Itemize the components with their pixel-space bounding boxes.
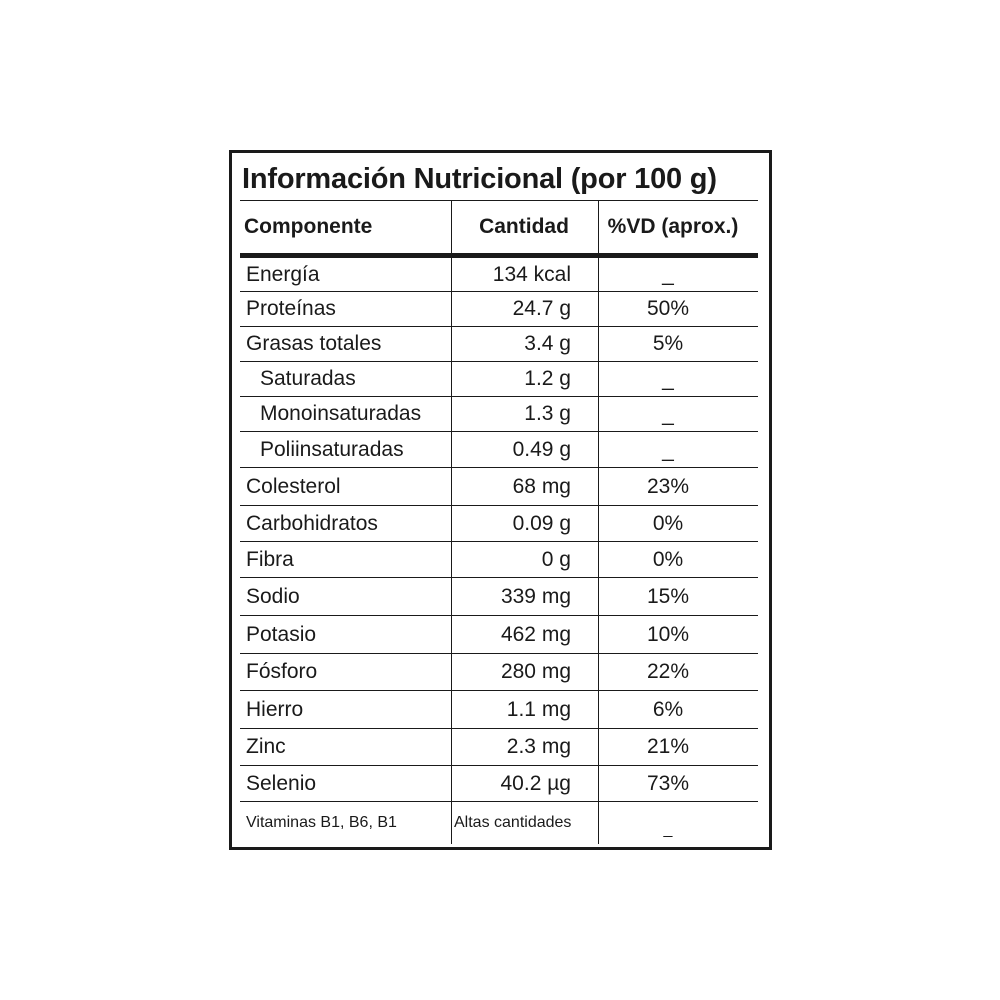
table-row — [240, 258, 758, 292]
table-row — [240, 506, 758, 542]
component-cell: Grasas totales — [246, 332, 382, 355]
component-cell: Proteínas — [246, 297, 336, 320]
component-cell: Poliinsaturadas — [260, 437, 404, 461]
amount-cell: Altas cantidades — [454, 813, 572, 831]
table-row — [240, 468, 758, 506]
amount-cell: 0.49 g — [512, 437, 571, 461]
amount-cell: 134 kcal — [492, 262, 571, 286]
amount-cell: 68 mg — [512, 474, 571, 498]
table-body — [240, 258, 758, 847]
daily-value-cell: 6% — [652, 697, 684, 721]
component-cell: Fósforo — [246, 660, 318, 683]
daily-value-cell: 5% — [652, 332, 684, 355]
daily-value-cell: 73% — [646, 771, 690, 795]
table-row — [240, 432, 758, 468]
amount-cell: 0.09 g — [512, 511, 571, 535]
daily-value-cell: 15% — [646, 584, 690, 608]
daily-value-cell: 50% — [646, 297, 690, 320]
table-row — [240, 397, 758, 432]
amount-cell: 2.3 mg — [506, 735, 571, 758]
amount-cell: 0 g — [541, 547, 571, 571]
component-cell: Hierro — [246, 697, 304, 721]
amount-cell: 339 mg — [500, 584, 571, 608]
daily-value-cell: _ — [663, 821, 673, 838]
component-cell: Carbohidratos — [246, 511, 378, 535]
amount-cell: 40.2 µg — [500, 771, 571, 795]
daily-value-cell: 10% — [646, 622, 690, 646]
nutrition-facts-panel — [229, 150, 772, 850]
daily-value-cell: _ — [662, 439, 674, 462]
table-row — [240, 766, 758, 802]
table-row — [240, 578, 758, 616]
table-row — [240, 802, 758, 843]
daily-value-cell: 21% — [646, 735, 690, 758]
table-title: Información Nutricional (por 100 g) — [242, 163, 717, 195]
table-row — [240, 616, 758, 654]
amount-cell: 1.3 g — [524, 402, 571, 425]
daily-value-cell: 0% — [652, 547, 684, 571]
table-row — [240, 654, 758, 691]
daily-value-cell: 0% — [652, 511, 684, 535]
amount-cell: 1.1 mg — [506, 697, 571, 721]
daily-value-cell: _ — [662, 263, 674, 286]
component-cell: Fibra — [246, 547, 294, 571]
component-cell: Potasio — [246, 622, 317, 646]
daily-value-cell: _ — [662, 403, 674, 426]
table-row — [240, 292, 758, 327]
header-vd: %VD (aprox.) — [607, 215, 739, 238]
component-cell: Saturadas — [260, 367, 356, 390]
daily-value-cell: 22% — [646, 660, 690, 683]
header-componente: Componente — [244, 215, 373, 238]
component-cell: Monoinsaturadas — [260, 402, 422, 425]
amount-cell: 24.7 g — [512, 297, 571, 320]
component-cell: Colesterol — [246, 474, 341, 498]
component-cell: Energía — [246, 262, 320, 286]
amount-cell: 3.4 g — [524, 332, 571, 355]
header-cantidad: Cantidad — [479, 215, 569, 238]
amount-cell: 1.2 g — [524, 367, 571, 390]
component-cell: Zinc — [246, 735, 286, 758]
daily-value-cell: 23% — [646, 474, 690, 498]
table-row — [240, 691, 758, 729]
component-cell: Sodio — [246, 584, 300, 608]
header-row — [240, 201, 758, 258]
component-cell: Selenio — [246, 771, 317, 795]
amount-cell: 280 mg — [500, 660, 571, 683]
table-row — [240, 362, 758, 397]
table-row — [240, 729, 758, 766]
table-row — [240, 542, 758, 578]
daily-value-cell: _ — [662, 368, 674, 391]
component-cell: Vitaminas B1, B6, B1 — [246, 813, 397, 831]
amount-cell: 462 mg — [500, 622, 571, 646]
table-row — [240, 327, 758, 362]
